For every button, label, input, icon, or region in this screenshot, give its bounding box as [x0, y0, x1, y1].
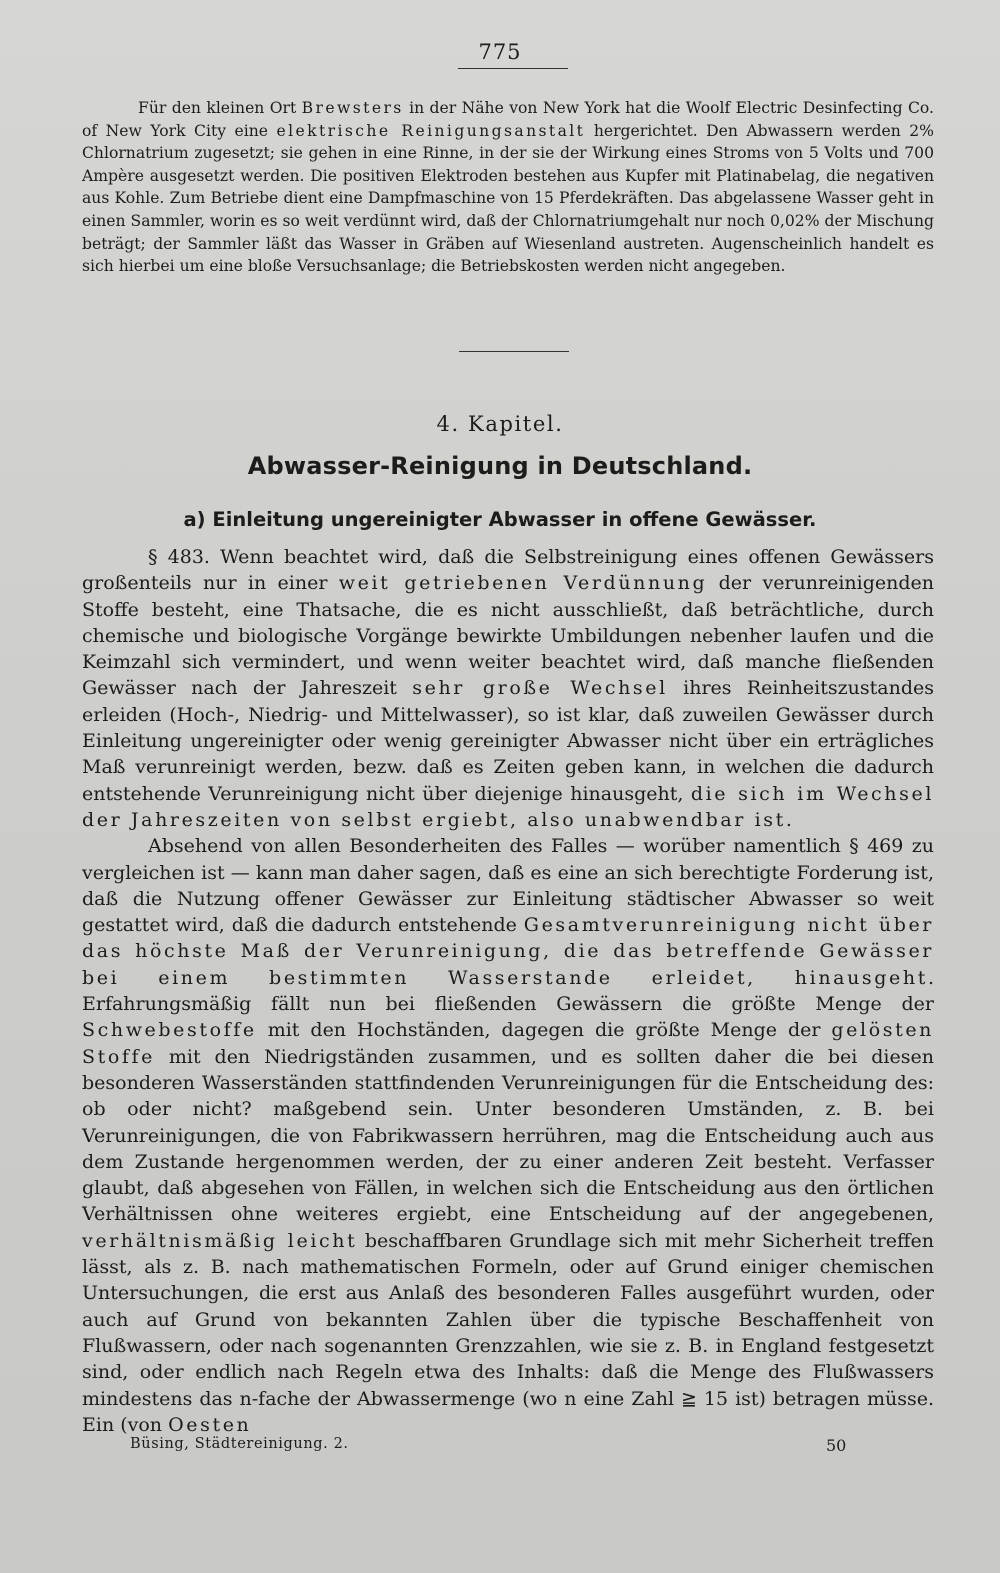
p1-spaced-3: die sich im Wechsel der Jahreszeiten von selbst ergiebt, also unabwendbar ist: [82, 782, 934, 831]
p2-text-4: mit den Niedrigständen zusammen, und es sollten daher die bei diesen besonderen Wasserständen stattfindenden Verunreinigungen für die Entscheidung des: ob oder nicht? maßgebend sein. Unter besonderen Umständen, z. B. bei Verunreinigungen, die von Fabrikwassern herrühren, mag die Entscheidung auch aus dem Zustande hergenommen werden, der zu einer anderen Zeit besteht. Verfasser glaubt, daß abgesehen von Fällen, in welchen sich die Entscheidung aus den örtlichen Verhältnissen ohne weiteres ergiebt, eine Entscheidung auf der angegebenen,: [82, 1045, 934, 1226]
paragraph-483: [82, 544, 934, 833]
p1-text-3: ihres Reinheitszustandes erleiden (Hoch-, Niedrig- und Mittelwasser), so ist klar, daß zuweilen Gewässer durch Einleitung ungereinigter oder wenig gereinigter Abwasser nicht über ein erträgliches Maß verunreinigt werden, bezw. daß es Zeiten geben kann, in welchen die dadurch entstehende Verunreinigung nicht über diejenige hinausgeht,: [82, 677, 934, 805]
p1-text-4: .: [785, 808, 792, 831]
section-separator: [459, 351, 569, 352]
p1-spaced-2: sehr große Wechsel: [412, 677, 668, 700]
chapter-label: 4. Kapitel.: [436, 412, 564, 436]
small-text-2: in der Nähe von New York hat die Woolf Electric Desinfecting Co. of New York City eine: [82, 99, 934, 140]
paragraph-absehend: [82, 833, 934, 1438]
chapter-title: Abwasser-Reinigung in Deutschland.: [247, 452, 753, 480]
p2-text-3: mit den Hochständen, dagegen die größte Menge der: [256, 1019, 832, 1042]
p2-spaced-1: Gesamtverunreinigung nicht über das höchste Maß der Verunreinigung, die das betreffende Gewässer bei einem bestimmten Wasserstande erleidet, hinausgeht: [82, 914, 934, 989]
sheet-signature: 50: [826, 1436, 847, 1455]
small-text-3: hergerichtet. Den Abwassern werden 2% Chlornatrium zugesetzt; sie gehen in eine Rinne, in der sie der Wirkung eines Stroms von 5 Volts und 700 Ampère ausgesetzt werden. Die positiven Elektroden bestehen aus Kupfer mit Platinabelag, die negativen aus Kohle. Zum Betriebe dient eine Dampfmaschine von 15 Pferdekräften. Das abgelassene Wasser geht in einen Sammler, worin es so weit verdünnt wird, daß der Chlornatriumgehalt nur noch 0,02% der Mischung beträgt; der Sammler läßt das Wasser in Gräben auf Wiesenland austreten. Augenscheinlich handelt es sich hierbei um eine bloße Versuchsanlage; die Betriebskosten werden nicht angegeben.: [82, 121, 934, 276]
book-reference: Büsing, Städtereinigung. 2.: [130, 1436, 349, 1452]
p2-text-1: Absehend von allen Besonderheiten des Falles — worüber namentlich § 469 zu vergleichen ist — kann man daher sagen, daß es eine an sich berechtigte Forderung ist, daß die Nutzung offener Gewässer zur Einleitung städtischer Abwasser so weit gestattet wird, daß die dadurch entstehende: [82, 835, 934, 937]
small-print-paragraph: [82, 97, 934, 278]
page-number: 775: [478, 40, 522, 64]
p1-text-1: § 483. Wenn beachtet wird, daß die Selbstreinigung eines offenen Gewässers großenteils nur in einer: [82, 546, 934, 595]
p2-spaced-4: verhältnismäßig leicht: [82, 1229, 358, 1252]
small-spaced-2: elektrische Reinigungsanstalt: [276, 121, 586, 140]
small-text-1: Für den kleinen Ort: [138, 99, 302, 117]
p2-text-5: beschaffbaren Grundlage sich mit mehr Sicherheit treffen lässt, als z. B. nach mathematischen Formeln, oder auf Grund einiger chemischen Untersuchungen, die erst aus Anlaß des besonderen Falles ausgeführt wurden, oder auch auf Grund von bekannten Zahlen über die typische Beschaffenheit von Flußwassern, oder nach sogenannten Grenzzahlen, wie sie z. B. in England festgesetzt sind, oder endlich nach Regeln etwa des Inhalts: daß die Menge des Flußwassers mindestens das n-fache der Abwassermenge (wo n eine Zahl ≧ 15 ist) betragen müsse. Ein (von: [82, 1229, 934, 1436]
p2-spaced-2: Schwebestoffe: [82, 1019, 257, 1042]
body-text: [82, 544, 934, 1438]
p1-text-2: der verunreinigenden Stoffe besteht, eine Thatsache, die es nicht ausschließt, daß beträchtliche, durch chemische und biologische Vorgänge bewirkte Umbildungen nebenher laufen und die Keimzahl sich vermindert, und wenn weiter beachtet wird, daß manche fließenden Gewässer nach der Jahreszeit: [82, 572, 934, 700]
page-footer: [0, 1436, 1000, 1460]
small-spaced-1: Brewsters: [301, 99, 404, 117]
p2-text-2: . Erfahrungsmäßig fällt nun bei fließenden Gewässern die größte Menge der: [82, 966, 934, 1016]
p2-spaced-5: Oesten: [168, 1413, 252, 1436]
p1-spaced-1: weit getriebenen Verdünnung: [338, 572, 708, 595]
section-title: a) Einleitung ungereinigter Abwasser in offene Gewässer.: [183, 508, 817, 531]
page-number-rule: [458, 68, 568, 69]
p2-spaced-3: gelösten Stoffe: [82, 1019, 934, 1068]
